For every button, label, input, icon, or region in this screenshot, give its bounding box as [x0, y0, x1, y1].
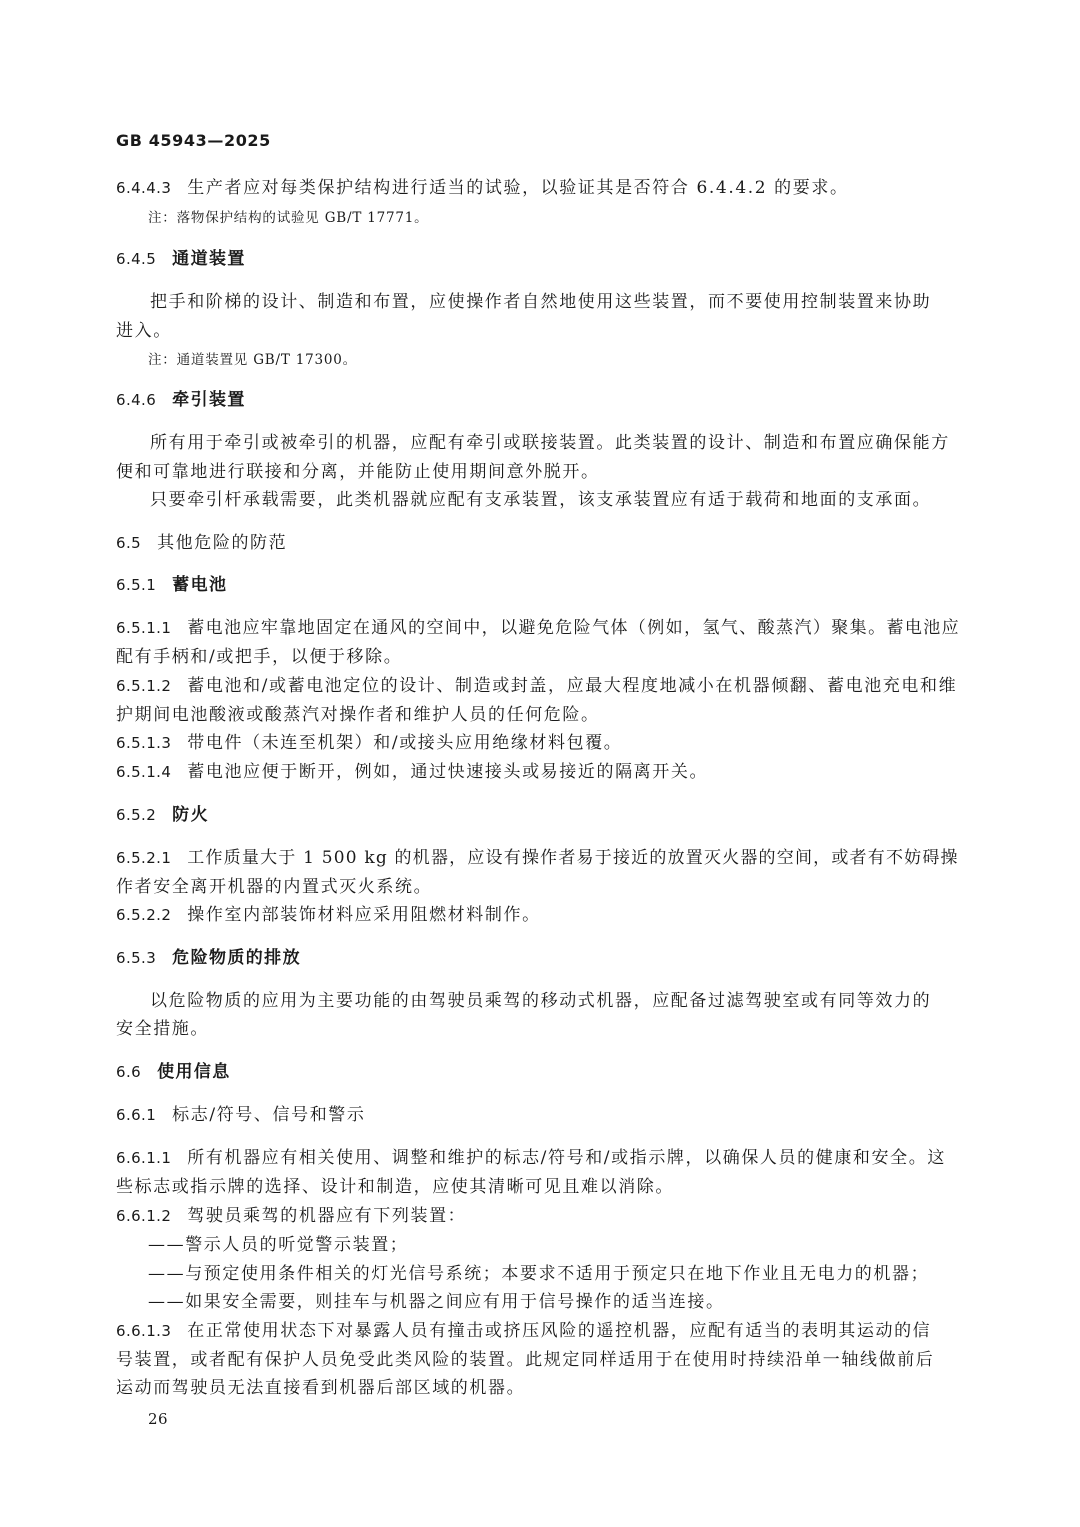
clause-6-5-1-2 [116, 674, 957, 698]
heading-text: 通道装置 [172, 249, 246, 269]
paragraph-line: 配有手柄和/或把手，以便于移除。 [116, 647, 403, 667]
heading-text: 牵引装置 [172, 390, 246, 410]
document-id: GB 45943—2025 [116, 131, 271, 150]
paragraph-line: 安全措施。 [116, 1019, 209, 1039]
clause-number: 6.5.2.1 [116, 849, 172, 867]
clause-text: 蓄电池应便于断开，例如，通过快速接头或易接近的隔离开关。 [187, 762, 709, 782]
clause-6-6-1-3 [116, 1319, 931, 1343]
clause-number: 6.6.1 [116, 1106, 157, 1124]
clause-number: 6.5.2 [116, 806, 157, 824]
heading-text: 蓄电池 [172, 575, 228, 595]
clause-6-5-1-4 [116, 760, 708, 784]
clause-text: 工作质量大于 1 500 kg 的机器，应设有操作者易于接近的放置灭火器的空间，或者有不妨碍操 [187, 848, 959, 868]
clause-text: 生产者应对每类保护结构进行适当的试验，以验证其是否符合 6.4.4.2 的要求。 [187, 178, 849, 198]
clause-number: 6.5 [116, 534, 142, 552]
paragraph-line: 只要牵引杆承载需要，此类机器就应配有支承装置，该支承装置应有适于载荷和地面的支承面。 [150, 490, 932, 510]
heading-text: 使用信息 [157, 1062, 231, 1082]
clause-text: 在正常使用状态下对暴露人员有撞击或挤压风险的遥控机器，应配有适当的表明其运动的信 [187, 1321, 932, 1341]
heading-6-5-3 [116, 946, 301, 970]
list-item: ——警示人员的听觉警示装置； [148, 1235, 409, 1255]
clause-text: 驾驶员乘驾的机器应有下列装置： [187, 1206, 467, 1226]
note-fops-test: 注：落物保护结构的试验见 GB/T 17771。 [148, 210, 429, 226]
clause-text: 带电件（未连至机架）和/或接头应用绝缘材料包覆。 [187, 733, 623, 753]
clause-number: 6.4.6 [116, 391, 157, 409]
clause-6-5-1-3 [116, 731, 622, 755]
heading-text: 防火 [172, 805, 209, 825]
clause-number: 6.5.1.4 [116, 763, 172, 781]
heading-6-4-6 [116, 388, 246, 412]
list-item: ——与预定使用条件相关的灯光信号系统；本要求不适用于预定只在地下作业且无电力的机器； [148, 1264, 930, 1284]
clause-text: 所有机器应有相关使用、调整和维护的标志/符号和/或指示牌，以确保人员的健康和安全。这 [187, 1148, 946, 1168]
clause-6-5-2-1 [116, 846, 959, 870]
paragraph-line: 所有用于牵引或被牵引的机器，应配有牵引或联接装置。此类装置的设计、制造和布置应确保能方 [150, 433, 950, 453]
clause-number: 6.6.1.1 [116, 1149, 172, 1167]
clause-6-4-4-3 [116, 176, 849, 200]
paragraph-line: 运动而驾驶员无法直接看到机器后部区域的机器。 [116, 1378, 526, 1398]
clause-number: 6.5.2.2 [116, 906, 172, 924]
heading-text: 其他危险的防范 [157, 533, 288, 553]
page-number: 26 [148, 1410, 169, 1428]
clause-6-5-1-1 [116, 616, 960, 640]
clause-number: 6.5.1.2 [116, 677, 172, 695]
clause-text: 蓄电池应牢靠地固定在通风的空间中，以避免危险气体（例如，氢气、酸蒸汽）聚集。蓄电池应 [187, 618, 961, 638]
clause-6-6-1-2 [116, 1204, 466, 1228]
paragraph-line: 护期间电池酸液或酸蒸汽对操作者和维护人员的任何危险。 [116, 705, 600, 725]
clause-6-5-2-2 [116, 903, 541, 927]
heading-6-5-1 [116, 573, 227, 597]
clause-number: 6.5.1.1 [116, 619, 172, 637]
heading-6-6-1 [116, 1103, 366, 1127]
heading-6-5 [116, 531, 287, 555]
clause-text: 操作室内部装饰材料应采用阻燃材料制作。 [187, 905, 541, 925]
paragraph-line: 便和可靠地进行联接和分离，并能防止使用期间意外脱开。 [116, 462, 600, 482]
clause-number: 6.4.4.3 [116, 179, 172, 197]
paragraph-line: 以危险物质的应用为主要功能的由驾驶员乘驾的移动式机器，应配备过滤驾驶室或有同等效力的 [150, 991, 932, 1011]
clause-number: 6.6.1.3 [116, 1322, 172, 1340]
heading-text: 标志/符号、信号和警示 [172, 1105, 366, 1125]
clause-number: 6.5.1.3 [116, 734, 172, 752]
clause-number: 6.5.3 [116, 949, 157, 967]
clause-6-6-1-1 [116, 1146, 946, 1170]
paragraph-line: 些标志或指示牌的选择、设计和制造，应使其清晰可见且难以消除。 [116, 1177, 674, 1197]
clause-number: 6.6 [116, 1063, 142, 1081]
heading-6-5-2 [116, 803, 209, 827]
heading-6-6 [116, 1060, 231, 1084]
note-access-systems: 注：通道装置见 GB/T 17300。 [148, 352, 357, 368]
heading-text: 危险物质的排放 [172, 948, 301, 968]
clause-number: 6.5.1 [116, 576, 157, 594]
list-item: ——如果安全需要，则挂车与机器之间应有用于信号操作的适当连接。 [148, 1292, 725, 1312]
heading-6-4-5 [116, 247, 246, 271]
paragraph-line: 进入。 [116, 321, 172, 341]
paragraph-line: 号装置，或者配有保护人员免受此类风险的装置。此规定同样适用于在使用时持续沿单一轴线做前后 [116, 1350, 935, 1370]
paragraph-line: 作者安全离开机器的内置式灭火系统。 [116, 877, 433, 897]
paragraph-line: 把手和阶梯的设计、制造和布置，应使操作者自然地使用这些装置，而不要使用控制装置来协助 [150, 292, 932, 312]
clause-text: 蓄电池和/或蓄电池定位的设计、制造或封盖，应最大程度地减小在机器倾翻、蓄电池充电和维 [187, 676, 958, 696]
clause-number: 6.4.5 [116, 250, 157, 268]
clause-number: 6.6.1.2 [116, 1207, 172, 1225]
